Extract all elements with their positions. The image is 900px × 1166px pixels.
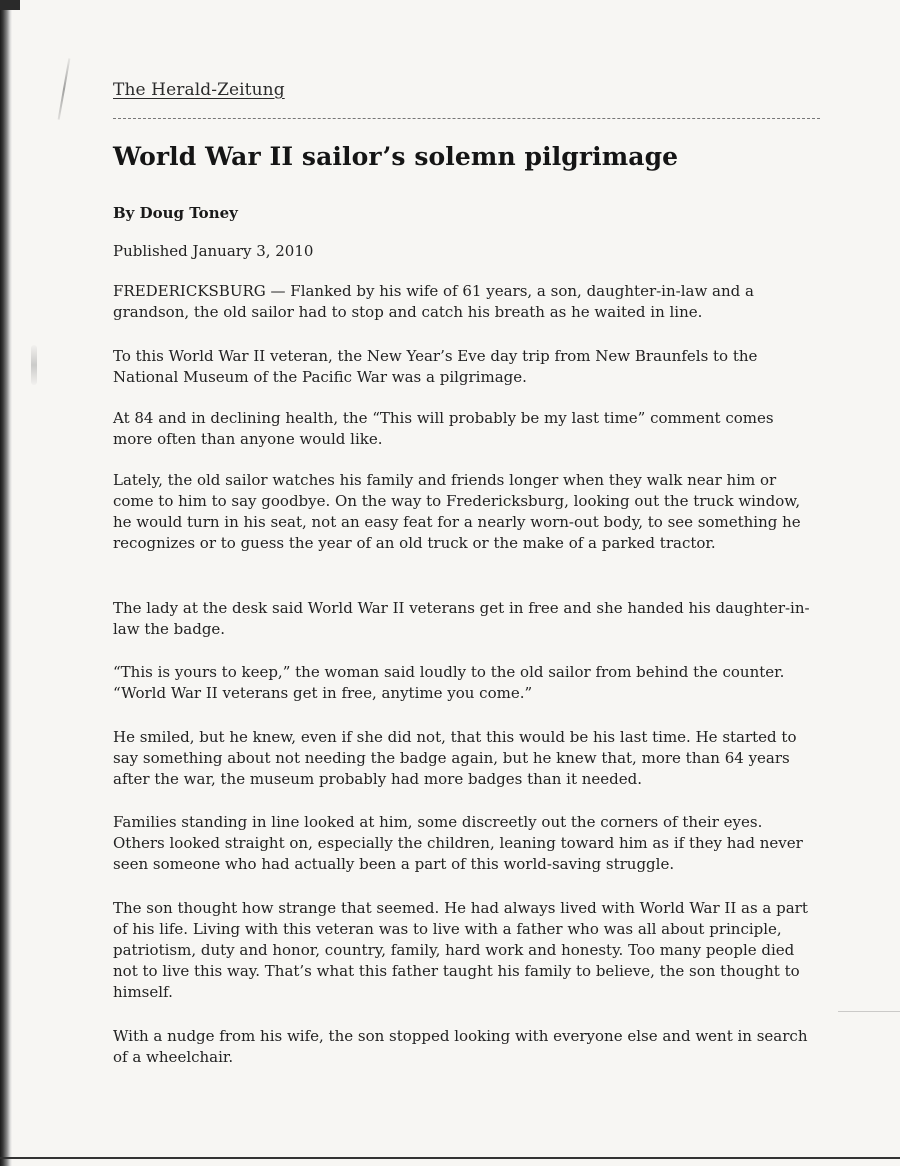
masthead: The Herald-Zeitung [113,80,285,100]
publish-date: Published January 3, 2010 [113,242,314,260]
article-headline: World War II sailor’s solemn pilgrimage [113,142,679,171]
margin-smudge [31,345,37,385]
article-paragraph: To this World War II veteran, the New Year’s Eve day trip from New Braunfels to the National Museum of the Pacific War was a pilgrimage. [113,347,758,386]
byline: By Doug Toney [113,204,238,222]
margin-line [838,1011,900,1012]
scan-bottom-line [0,1157,900,1159]
article-paragraph: FREDERICKSBURG — Flanked by his wife of 61 years, a son, daughter-in-law and a grandson, the old sailor had to stop and catch his breath as he waited in line. [113,282,754,321]
scan-shadow-corner [0,0,20,10]
article-paragraph: Lately, the old sailor watches his family and friends longer when they walk near him or come to him to say goodbye. On the way to Fredericksburg, looking out the truck window, he would turn in his seat, not an easy feat for a nearly worn-out body, to see something he recognizes or to guess the year of an old truck or the make of a parked tractor. [113,471,801,552]
article-paragraph: At 84 and in declining health, the “This will probably be my last time” comment comes more often than anyone would like. [113,409,774,448]
article-paragraph: He smiled, but he knew, even if she did not, that this would be his last time. He started to say something about not needing the badge again, but he knew that, more than 64 years after the war, the museum probably had more badges than it needed. [113,728,797,788]
pencil-mark [58,58,71,119]
scan-shadow-edge [0,0,12,1166]
article-paragraph: “This is yours to keep,” the woman said loudly to the old sailor from behind the counter. “World War II veterans get in free, anytime you come.” [113,663,785,702]
masthead-rule [113,118,820,119]
article-paragraph: The son thought how strange that seemed. He had always lived with World War II as a part of his life. Living with this veteran was to live with a father who was all about principle, patriotism, duty and honor, country, family, hard work and honesty. Too many people died not to live this way. That’s what this father taught his family to believe, the son thought to himself. [113,899,808,1001]
article-paragraph: The lady at the desk said World War II veterans get in free and she handed his daughter-in-law the badge. [113,599,810,638]
article-paragraph: With a nudge from his wife, the son stopped looking with everyone else and went in search of a wheelchair. [113,1027,808,1066]
article-paragraph: Families standing in line looked at him, some discreetly out the corners of their eyes. Others looked straight on, especially the children, leaning toward him as if they had never seen someone who had actually been a part of this world-saving struggle. [113,813,803,873]
